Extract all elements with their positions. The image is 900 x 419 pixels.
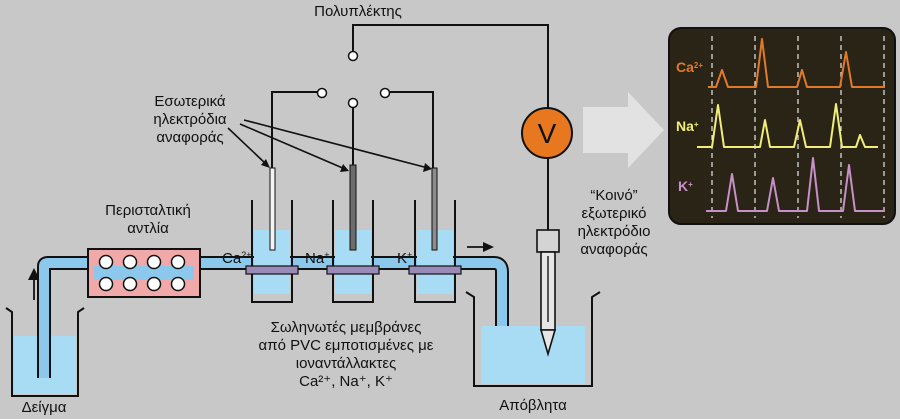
waste-beaker bbox=[466, 292, 600, 386]
membranes-label-1: Σωληνωτές μεμβράνες bbox=[270, 319, 422, 336]
pump-label-1: Περισταλτική bbox=[105, 202, 191, 219]
multiplexer-terminal-na bbox=[349, 99, 358, 108]
electrode-cell-k bbox=[409, 168, 461, 302]
common-ref-label-1: “Κοινό” bbox=[590, 187, 638, 204]
electrode-label-k: K+ bbox=[397, 250, 413, 267]
trace-label-k: K+ bbox=[678, 178, 693, 194]
pump-label-2: αντλία bbox=[127, 220, 169, 237]
common-ref-label-2: εξωτερικό bbox=[581, 205, 647, 222]
electrode-cell-na bbox=[327, 165, 379, 302]
multiplexer-common-terminal bbox=[349, 52, 358, 61]
voltmeter-label: V bbox=[537, 118, 557, 149]
waste-label: Απόβλητα bbox=[499, 397, 567, 414]
multiplexer-terminal-k bbox=[381, 89, 390, 98]
trace-label-na: Na+ bbox=[676, 118, 699, 134]
multiplexer-label: Πολυπλέκτης bbox=[314, 3, 402, 20]
internal-ref-label-2: ηλεκτρόδια bbox=[153, 111, 227, 128]
multiplexer-wiring bbox=[272, 25, 548, 230]
multiplexer-terminal-ca bbox=[318, 89, 327, 98]
membranes-ions-label: Ca²⁺, Na⁺, K⁺ bbox=[299, 373, 393, 390]
internal-ref-label-3: αναφοράς bbox=[156, 129, 224, 146]
peristaltic-pump bbox=[88, 249, 200, 297]
membranes-label-2: από PVC εμποτισμένες με bbox=[258, 337, 434, 354]
common-ref-label-4: αναφοράς bbox=[580, 241, 648, 258]
signal-display bbox=[669, 28, 895, 224]
electrode-cell-ca bbox=[246, 168, 298, 302]
sample-label: Δείγμα bbox=[21, 399, 67, 416]
output-arrow bbox=[583, 92, 664, 168]
membranes-label-3: ιοναντάλλακτες bbox=[295, 355, 397, 372]
voltmeter bbox=[522, 108, 572, 158]
electrode-label-ca: $Ca^{2+}$ bbox=[222, 250, 252, 267]
internal-ref-label-1: Εσωτερικά bbox=[154, 93, 226, 110]
internal-reference-pointers bbox=[228, 120, 432, 172]
common-ref-label-3: ηλεκτρόδιο bbox=[577, 223, 651, 240]
electrode-label-na: Na+ bbox=[305, 250, 330, 267]
trace-label-ca: $Ca^{2+}$ bbox=[676, 59, 704, 75]
